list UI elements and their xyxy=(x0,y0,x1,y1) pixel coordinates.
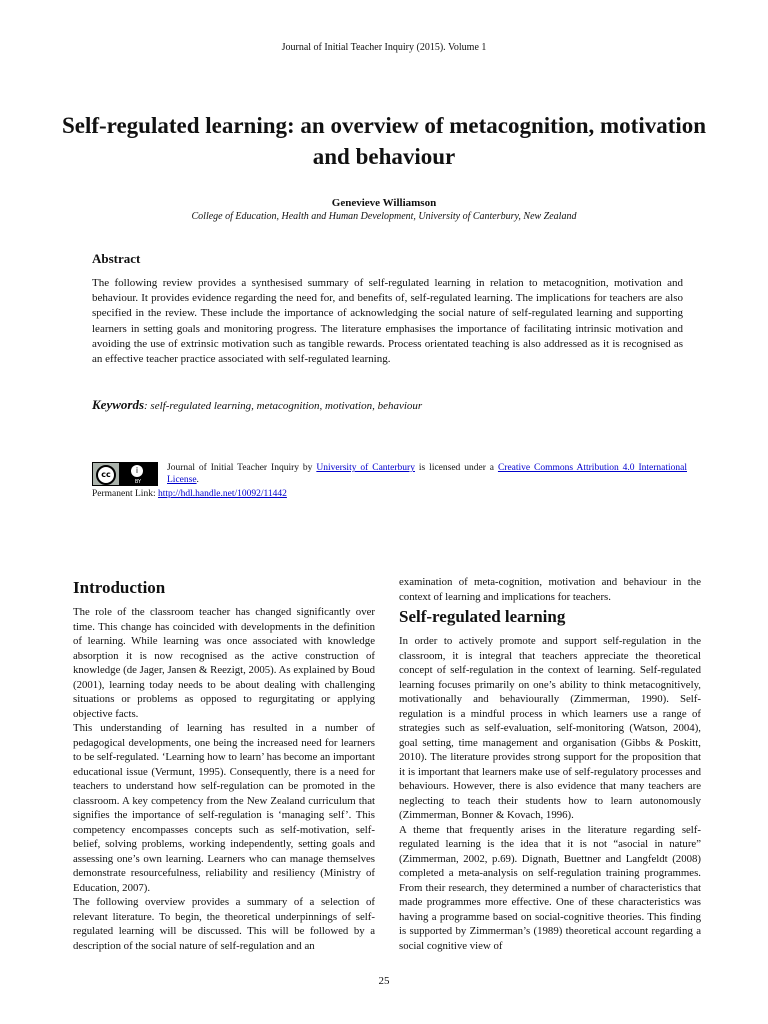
author-name: Genevieve Williamson xyxy=(331,197,437,209)
keywords-line xyxy=(92,397,683,413)
left-column xyxy=(73,575,375,953)
permalink-label: Permanent Link: xyxy=(92,489,158,499)
person-icon: i xyxy=(131,465,143,477)
abstract-heading: Abstract xyxy=(92,251,141,266)
self-regulated-learning-heading: Self-regulated learning xyxy=(399,607,566,626)
author-affiliation: College of Education, Health and Human Development, University of Canterbury, New Zealand xyxy=(191,211,577,222)
keywords-label: Keywords xyxy=(92,397,144,412)
permanent-link xyxy=(92,489,287,499)
abstract-body: The following review provides a synthesised summary of self-regulated learning in relation to metacognition, motivation and behaviour. It provides evidence regarding the need for, and benefits of, self-regulated learning. The implications for teachers are also specified in the review. These include the importance of acknowledging the social nature of self-regulated learning and supporting learners in setting goals and monitoring progress. The literature emphasises the importance of facilitating intrinsic motivation and avoiding the use of extrinsic motivation such as tangible rewards. Process orientated teaching is also addressed as it is recognised as an effective teacher practice associated with self-regulated learning. xyxy=(92,277,683,366)
body-paragraph: The role of the classroom teacher has changed significantly over time. This change has coincided with developments in the definition of learning. While learning was once associated with knowledge absorption it is now recognised as the active construction of knowledge (de Jager, Jansen & Reezigt, 2005). As explained by Boud (2001), learning today needs to be about dealing with challenging situations or problems as opposed to regurgitating or applying objective facts. xyxy=(73,606,375,720)
running-header: Journal of Initial Teacher Inquiry (2015). Volume 1 xyxy=(281,42,487,53)
cc-by-license-badge[interactable] xyxy=(92,462,158,486)
license-statement xyxy=(167,462,687,486)
body-paragraph: A theme that frequently arises in the literature regarding self-regulated learning is the idea that it is not “asocial in nature” (Zimmerman, 2002, p.69). Dignath, Buettner and Langfeldt (2008) completed a meta-analysis on self-regulation training programmes. From their research, they determined a number of characteristics that made programmes more effective. One of these characteristics was having a programme based on social-cognitive theories. This finding is supported by Zimmerman’s (1989) theoretical account regarding a social cognitive view of xyxy=(399,823,701,952)
page-number: 25 xyxy=(378,975,390,987)
body-paragraph: In order to actively promote and support self-regulation in the classroom, it is integral that teachers appreciate the theoretical concept of self-regulation in the context of learning. Self-regulated learning focuses primarily on one’s ability to think metacognitively, motivationally and behaviourally (Zimmerman, 1990). Self-regulation is a mindful process in which learners use a range of strategies such as self-evaluation, self-monitoring (Watson, 2004), goal setting, time management and organisation (Gibbs & Poskitt, 2010). The literature provides strong support for the proposition that it is important that learners make use of self-regulatory processes and behaviours. However, there is also evidence that many teachers are neglecting to teach their students how to learn autonomously (Zimmerman, Bonner & Kovach, 1996). xyxy=(399,635,701,821)
by-label: BY xyxy=(134,479,142,485)
article-title: Self-regulated learning: an overview of metacognition, motivation and behaviour xyxy=(61,113,707,169)
by-attribution-box xyxy=(119,463,157,485)
permalink-url[interactable]: http://hdl.handle.net/10092/11442 xyxy=(157,489,287,499)
license-text-before: Journal of Initial Teacher Inquiry by xyxy=(167,463,317,473)
body-paragraph: The following overview provides a summary of a selection of relevant literature. To begin, the theoretical underpinnings of self-regulated learning will be discussed. This will be followed by a description of the social nature of self-regulation and an xyxy=(73,896,375,952)
continued-paragraph: examination of meta-cognition, motivation and behaviour in the context of learning and implications for teachers. xyxy=(399,576,701,603)
introduction-heading: Introduction xyxy=(73,578,166,597)
license-text-middle: is licensed under a xyxy=(414,463,498,473)
cc-icon: cc xyxy=(96,465,116,485)
university-link[interactable]: University of Canterbury xyxy=(316,463,415,473)
body-paragraph: This understanding of learning has resulted in a number of pedagogical developments, one being the increased need for learners to be self-regulated. ‘Learning how to learn’ has become an important educational issue (Vermunt, 1995). Consequently, there is a need for teachers to understand how self-regulation can be promoted in the classroom. A key competency from the New Zealand curriculum that signifies the importance of self-regulation is ‘managing self’. This competency encompasses concepts such as self-motivation, self-belief, solving problems, working independently, setting goals and assessing one’s own learning. Learners who can manage themselves demonstrate resourcefulness, reliability and resiliency (Ministry of Education, 2007). xyxy=(73,722,375,894)
keywords-text: : self-regulated learning, metacognition, motivation, behaviour xyxy=(144,400,423,412)
license-text-after: . xyxy=(196,475,199,485)
license-link[interactable]: Creative Commons Attribution 4.0 International License xyxy=(167,463,687,485)
right-column xyxy=(399,575,701,953)
